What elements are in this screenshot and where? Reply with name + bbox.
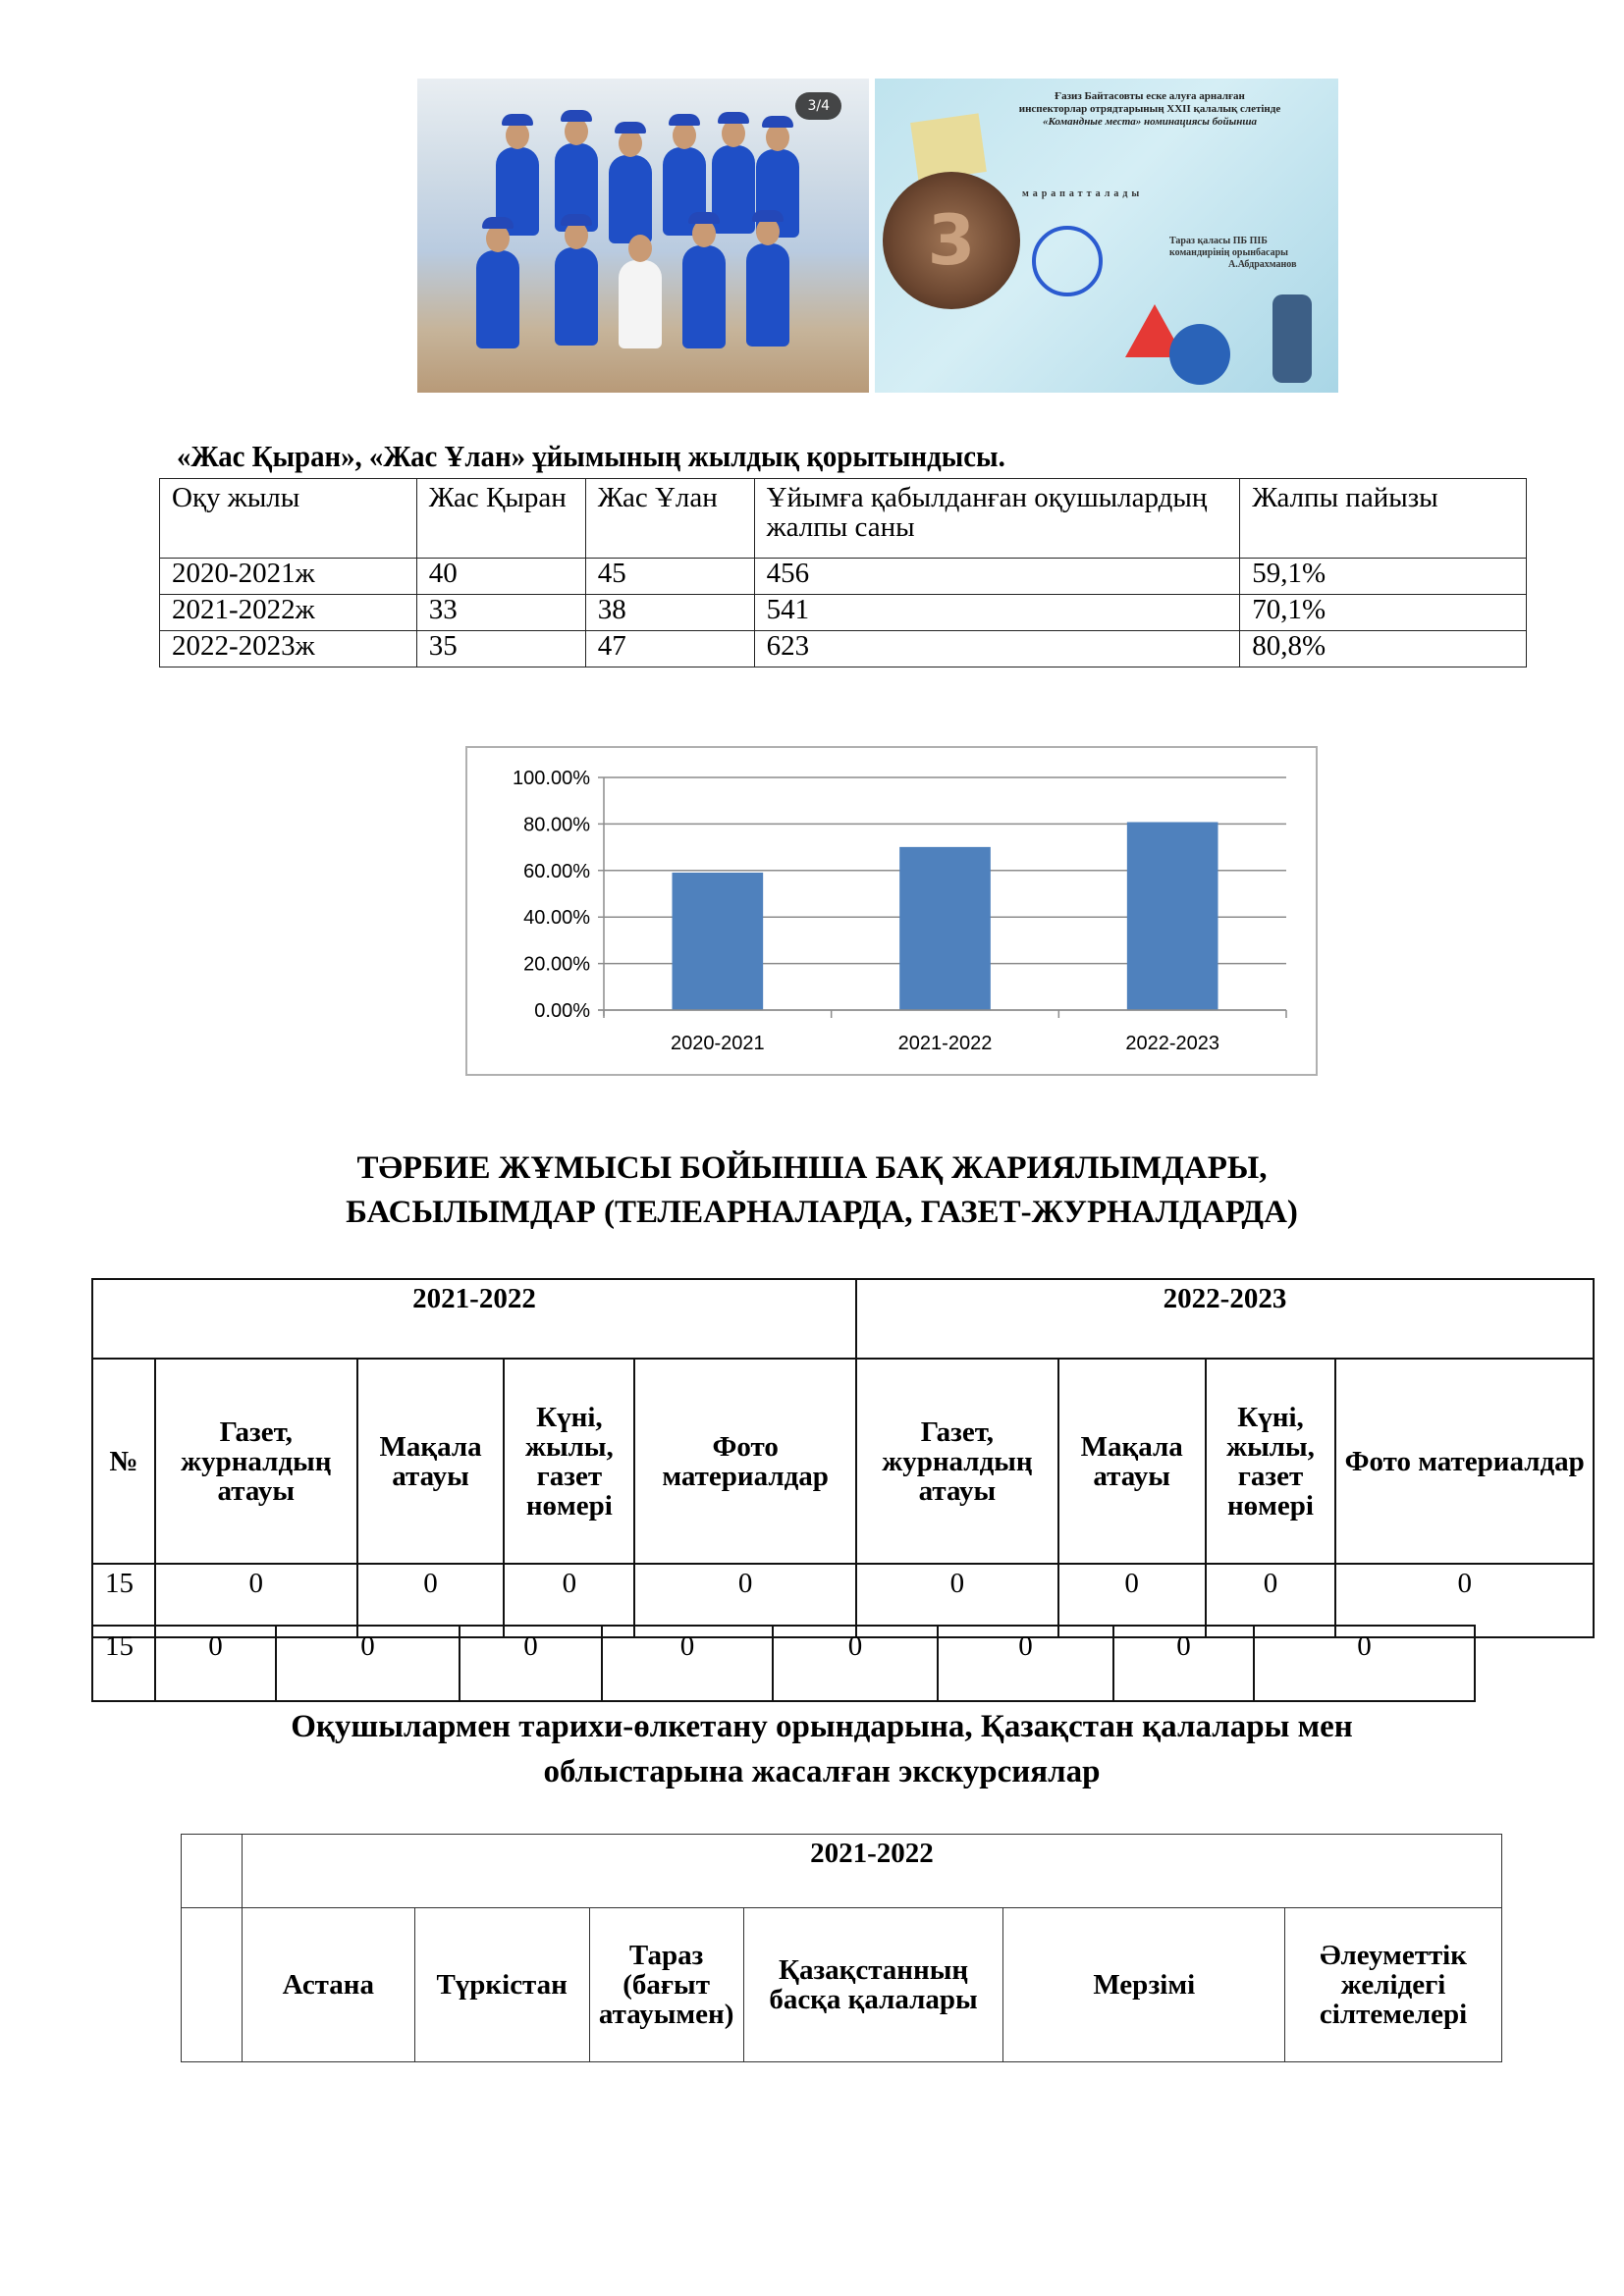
year-header: 2022-2023 [856, 1279, 1594, 1359]
team-photo [417, 79, 869, 393]
table-row [160, 631, 1527, 667]
diploma-line: инспекторлар отрядтарының XXII қалалық слетінде [1018, 103, 1281, 115]
header-cell: Жалпы пайызы [1240, 479, 1527, 559]
diploma-photo [875, 79, 1338, 393]
y-tick-label: 80.00% [523, 814, 590, 836]
bar [899, 847, 991, 1010]
yearly-summary-table [159, 478, 1527, 667]
x-tick-label: 2022-2023 [1125, 1033, 1219, 1054]
section2-title-line2: БАСЫЛЫМДАР (ТЕЛЕАРНАЛАРДА, ГАЗЕТ-ЖУРНАЛДАРДА) [346, 1195, 1298, 1230]
media-publications-table [91, 1278, 1595, 1638]
header-cell: Мақала атауы [357, 1359, 505, 1564]
table-row [92, 1626, 1475, 1701]
table-cell: 0 [938, 1626, 1113, 1701]
header-cell: Оқу жылы [160, 479, 417, 559]
header-cell: Фото материалдар [1335, 1359, 1594, 1564]
table-cell: 15 [92, 1626, 155, 1701]
photo-figure [682, 245, 726, 348]
empty-cell [182, 1835, 243, 1908]
table-row [160, 595, 1527, 631]
table-cell: 0 [504, 1564, 634, 1637]
header-cell: Күні, жылы, газет нөмері [504, 1359, 634, 1564]
header-cell: Мақала атауы [1058, 1359, 1206, 1564]
table-cell: 0 [1254, 1626, 1475, 1701]
header-cell: Жас Қыран [416, 479, 585, 559]
section1-title: «Жас Қыран», «Жас Ұлан» ұйымының жылдық қорытындысы. [177, 439, 1005, 473]
header-cell: Мерзімі [1003, 1908, 1285, 2062]
table-cell: 40 [416, 559, 585, 595]
photo-figure [609, 155, 652, 243]
table-cell: 0 [276, 1626, 460, 1701]
section2-title-line1: ТӘРБИЕ ЖҰМЫСЫ БОЙЫНША БАҚ ЖАРИЯЛЫМДАРЫ, [356, 1150, 1268, 1186]
table-cell: 0 [1058, 1564, 1206, 1637]
table-cell: 2021-2022ж [160, 595, 417, 631]
column-header-row [182, 1908, 1502, 2062]
table-cell: 80,8% [1240, 631, 1527, 667]
table-cell: 0 [1206, 1564, 1336, 1637]
table-cell: 541 [754, 595, 1240, 631]
year-header: 2021-2022 [242, 1835, 1501, 1908]
photo-counter: 3/4 [795, 92, 841, 120]
y-tick-label: 40.00% [523, 907, 590, 930]
stamp-icon [1032, 226, 1103, 296]
table-cell: 0 [1335, 1564, 1594, 1637]
bar [673, 873, 764, 1010]
table-cell: 35 [416, 631, 585, 667]
signature-line: Тараз қаласы ПБ ПІБ [1169, 236, 1268, 246]
table-cell: 59,1% [1240, 559, 1527, 595]
chart-canvas [467, 748, 1316, 1074]
table-cell: 0 [460, 1626, 602, 1701]
header-cell: Фото материалдар [634, 1359, 856, 1564]
diploma-signature [1169, 236, 1296, 271]
diploma-text [983, 90, 1317, 129]
table-cell: 45 [585, 559, 754, 595]
y-tick-label: 60.00% [523, 860, 590, 882]
table-cell: 456 [754, 559, 1240, 595]
table-cell: 0 [357, 1564, 505, 1637]
header-cell: Әлеуметтік желідегі сілтемелері [1285, 1908, 1502, 2062]
table-header-row [160, 479, 1527, 559]
y-tick-label: 100.00% [513, 768, 590, 789]
percentage-bar-chart [465, 746, 1318, 1076]
photo-figure [619, 260, 662, 348]
number-header: № [92, 1359, 155, 1564]
table-cell: 2020-2021ж [160, 559, 417, 595]
roundabout-sign-icon [1169, 324, 1230, 385]
header-cell: Түркістан [414, 1908, 589, 2062]
table-cell: 0 [773, 1626, 938, 1701]
photo-figure [746, 243, 789, 347]
header-cell: Қазақстанның басқа қалалары [743, 1908, 1003, 2062]
empty-cell [182, 1908, 243, 2062]
section3-title-line2: облыстарына жасалған экскурсиялар [543, 1754, 1101, 1789]
table-cell: 0 [602, 1626, 773, 1701]
year-header: 2021-2022 [92, 1279, 856, 1359]
diploma-line: Ғазиз Байтасовты еске алуға арналған [1055, 90, 1245, 102]
signature-line: А.Абдрахманов [1228, 259, 1297, 270]
traffic-light-mascot-icon [1272, 294, 1312, 383]
table-cell: 0 [634, 1564, 856, 1637]
table-cell: 2022-2023ж [160, 631, 417, 667]
x-tick-label: 2021-2022 [897, 1033, 993, 1054]
media-publications-extra-row [91, 1625, 1476, 1702]
diploma-award-word: марапатталады [1022, 188, 1144, 199]
photo-figure [476, 250, 519, 348]
header-cell: Газет, журналдың атауы [856, 1359, 1058, 1564]
header-cell: Астана [242, 1908, 414, 2062]
y-tick-label: 0.00% [534, 1000, 590, 1022]
table-cell: 47 [585, 631, 754, 667]
table-cell: 0 [155, 1626, 276, 1701]
header-cell: Ұйымға қабылданған оқушылардың жалпы саны [754, 479, 1240, 559]
table-cell: 0 [1113, 1626, 1254, 1701]
table-cell: 623 [754, 631, 1240, 667]
year-header-row [92, 1279, 1594, 1359]
header-cell: Газет, журналдың атауы [155, 1359, 357, 1564]
y-tick-label: 20.00% [523, 953, 590, 976]
header-cell: Күні, жылы, газет нөмері [1206, 1359, 1336, 1564]
diploma-line: «Командные места» номинациясы бойынша [1042, 116, 1258, 128]
medal-icon: 3 [883, 172, 1020, 309]
header-cell: Тараз (бағыт атауымен) [589, 1908, 743, 2062]
table-cell: 38 [585, 595, 754, 631]
column-header-row [92, 1359, 1594, 1564]
table-row [160, 559, 1527, 595]
table-cell: 15 [92, 1564, 155, 1637]
table-cell: 70,1% [1240, 595, 1527, 631]
bar [1127, 823, 1218, 1010]
table-cell: 0 [856, 1564, 1058, 1637]
x-tick-label: 2020-2021 [671, 1033, 765, 1054]
table-cell: 33 [416, 595, 585, 631]
excursions-table [181, 1834, 1502, 2062]
table-cell: 0 [155, 1564, 357, 1637]
section3-title-line1: Оқушылармен тарихи-өлкетану орындарына, Қазақстан қалалары мен [291, 1709, 1353, 1744]
header-cell: Жас Ұлан [585, 479, 754, 559]
signature-line: командирінің орынбасары [1169, 247, 1288, 258]
year-header-row [182, 1835, 1502, 1908]
photo-figure [555, 247, 598, 346]
